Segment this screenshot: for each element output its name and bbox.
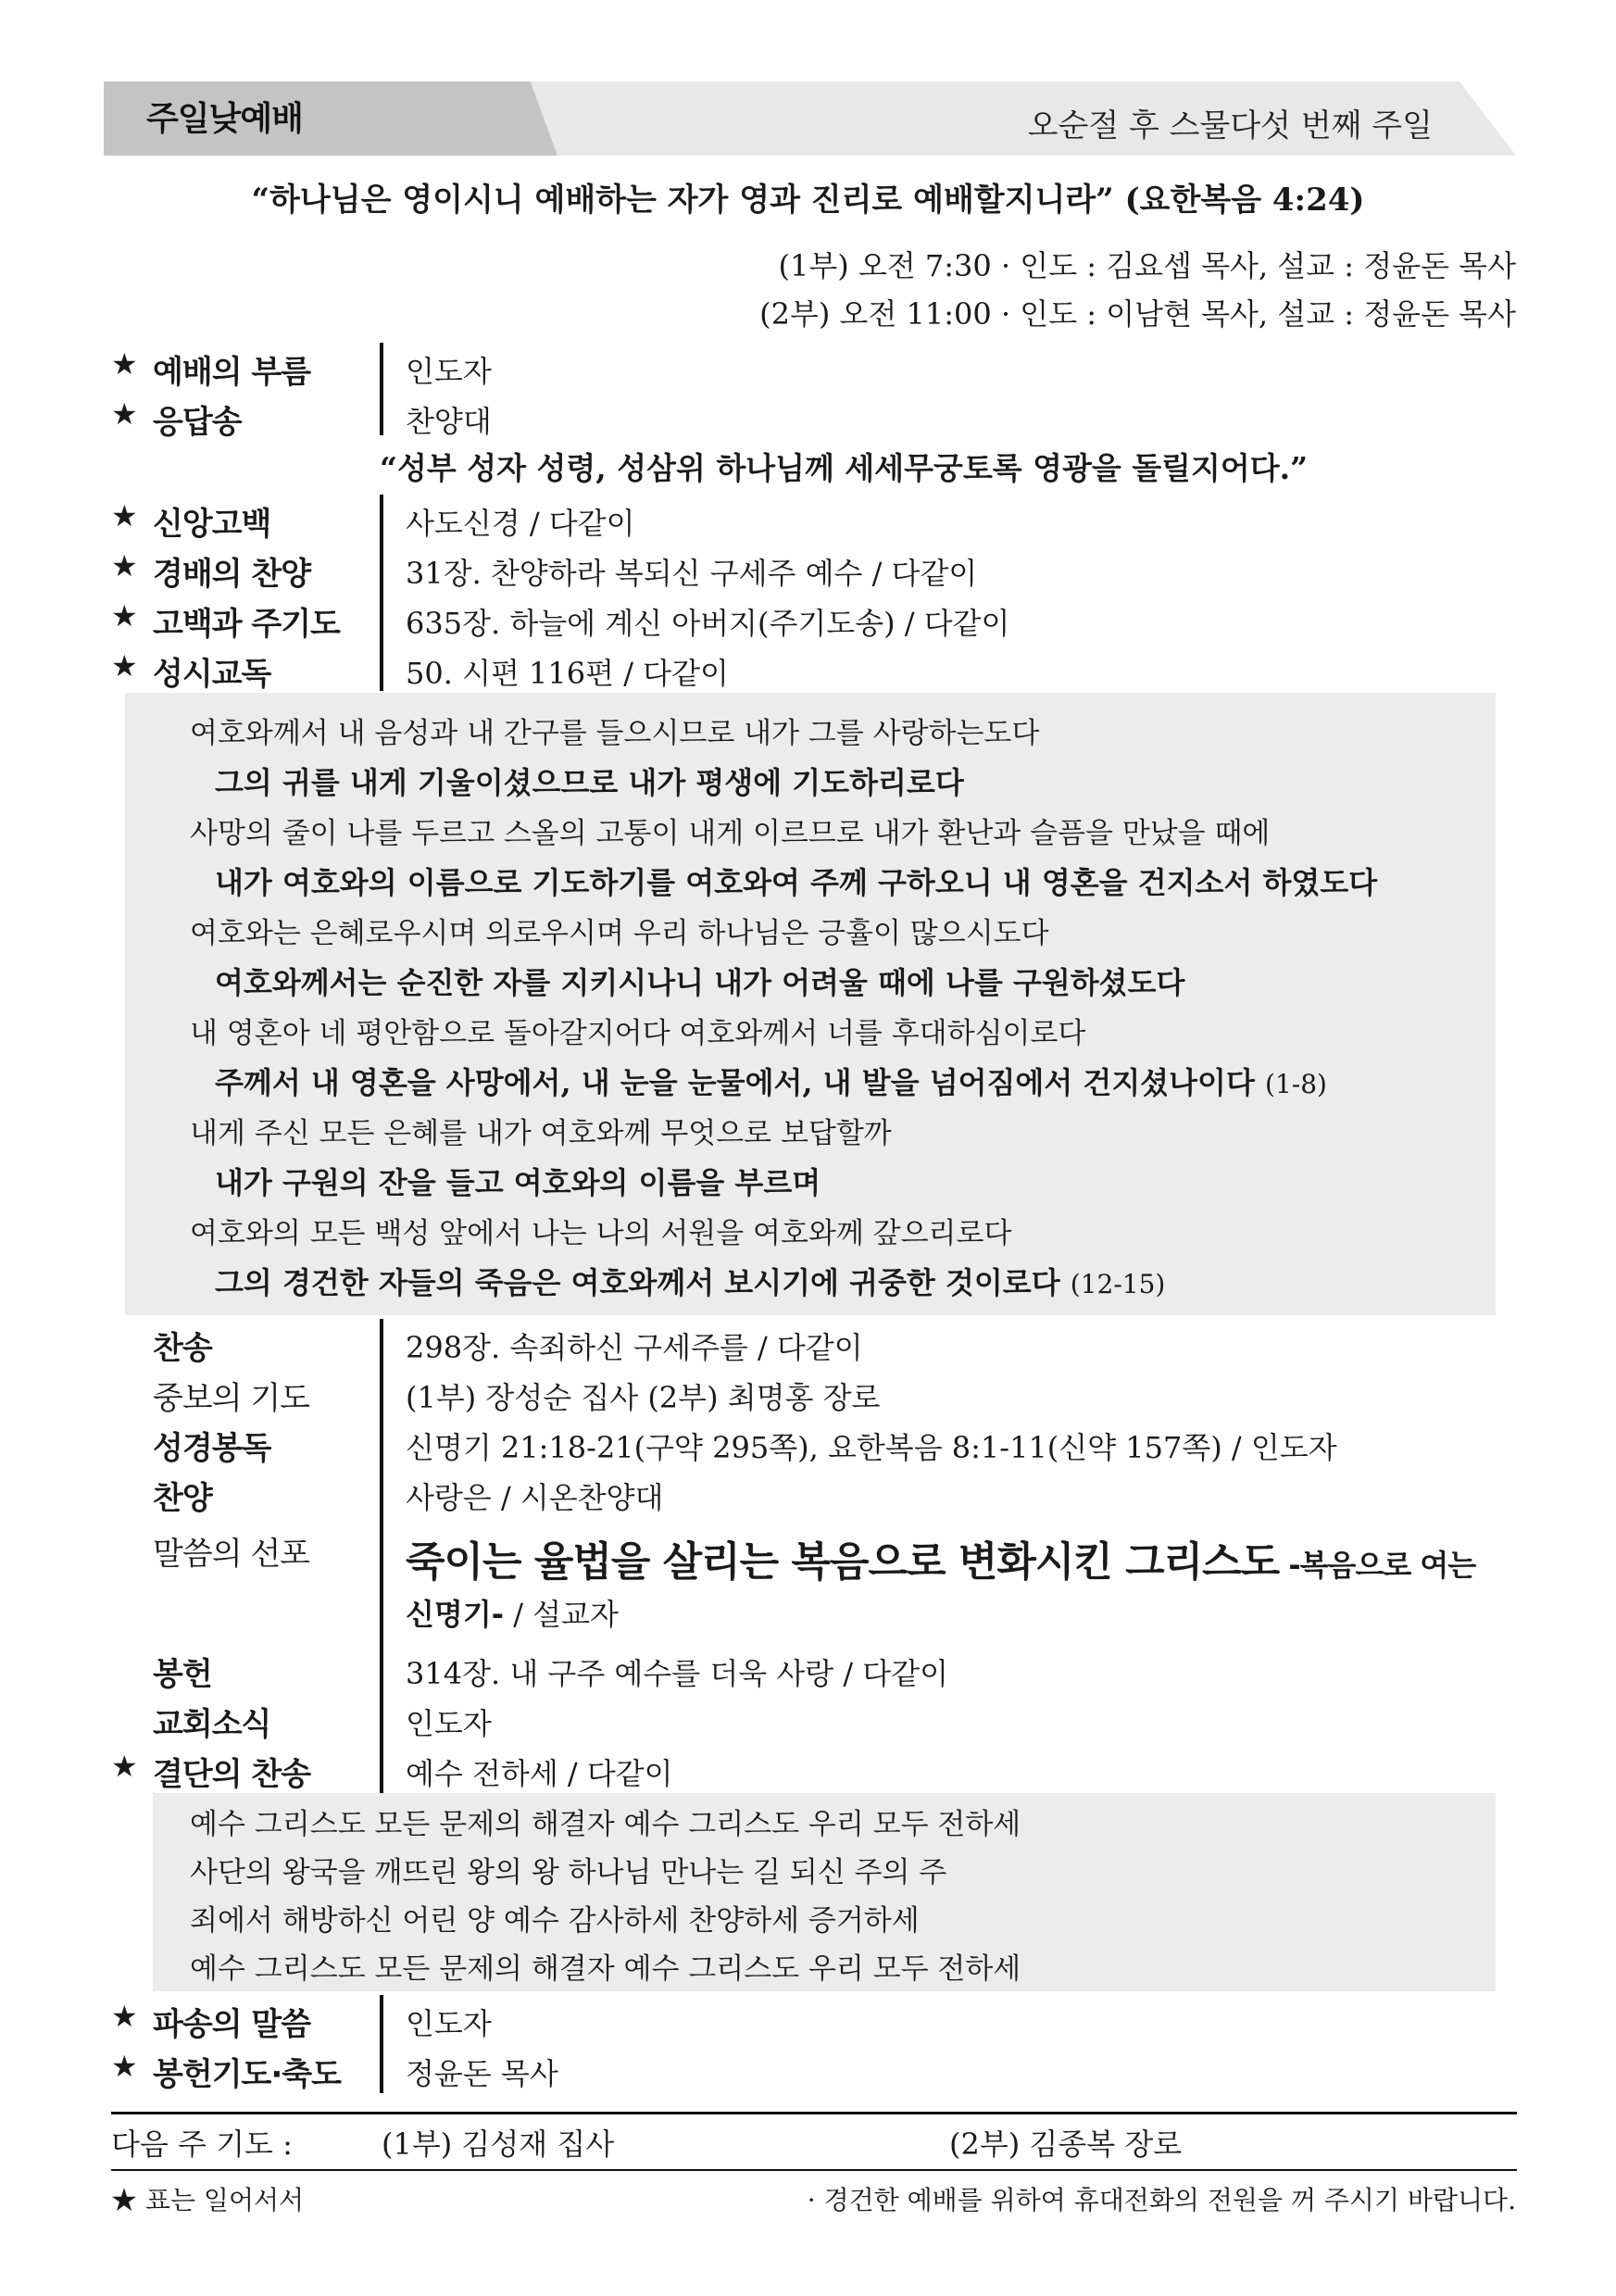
order-label: 중보의 기도 bbox=[153, 1380, 310, 1417]
sermon-subtitle-end: 신명기- bbox=[406, 1597, 505, 1632]
order-label: 고백과 주기도 bbox=[153, 606, 340, 643]
sermon-title bbox=[406, 1528, 1475, 1587]
star-icon: ★ bbox=[111, 346, 138, 382]
order-label: 응답송 bbox=[153, 404, 242, 441]
order-label: 말씀의 선포 bbox=[153, 1536, 310, 1573]
psalm-line: 여호와께서 내 음성과 내 간구를 들으시므로 내가 그를 사랑하는도다 bbox=[190, 717, 1040, 750]
next-week-prayer-1: (1부) 김성재 집사 bbox=[382, 2127, 615, 2162]
hymn-line: 죄에서 해방하신 어린 양 예수 감사하세 찬양하세 증거하세 bbox=[190, 1904, 920, 1938]
sermon-preacher: / 설교자 bbox=[504, 1597, 619, 1632]
psalm-line: 사망의 줄이 나를 두르고 스올의 고통이 내게 이르므로 내가 환난과 슬픔을 만났을 때에 bbox=[190, 817, 1271, 850]
psalm-line: 그의 귀를 내게 기울이셨으므로 내가 평생에 기도하리로다 bbox=[215, 765, 964, 800]
hymn-line: 예수 그리스도 모든 문제의 해결자 예수 그리스도 우리 모두 전하세 bbox=[190, 1952, 1021, 1986]
psalm-ref: (12-15) bbox=[1070, 1269, 1166, 1299]
psalm-line: 내가 구원의 잔을 들고 여호와의 이름을 부르며 bbox=[215, 1165, 821, 1200]
order-row bbox=[0, 393, 1616, 443]
stand-note: ★ 표는 일어서서 bbox=[111, 2185, 305, 2215]
star-icon: ★ bbox=[111, 1999, 138, 2034]
psalm-line: 여호와는 은혜로우시며 의로우시며 우리 하나님은 긍휼이 많으시도다 bbox=[190, 917, 1049, 950]
sermon-title-text: 죽이는 율법을 살리는 복음으로 변화시킨 그리스도 bbox=[406, 1538, 1280, 1586]
order-value: 찬양대 bbox=[406, 404, 492, 439]
order-row bbox=[0, 645, 1616, 695]
star-icon: ★ bbox=[111, 2049, 138, 2084]
service-time-2: (2부) 오전 11:00 · 인도 : 이남현 목사, 설교 : 정윤돈 목사 bbox=[759, 296, 1516, 332]
order-row bbox=[0, 1369, 1616, 1419]
order-value: 635장. 하늘에 계신 아버지(주기도송) / 다같이 bbox=[406, 606, 1010, 641]
sermon-line-2 bbox=[406, 1591, 619, 1634]
order-row bbox=[0, 495, 1616, 545]
order-row bbox=[0, 2045, 1616, 2095]
order-row bbox=[0, 343, 1616, 393]
order-value: (1부) 장성순 집사 (2부) 최명홍 장로 bbox=[406, 1380, 881, 1415]
order-label: 경배의 찬양 bbox=[153, 556, 311, 593]
order-value: 인도자 bbox=[406, 354, 492, 389]
order-value: 신명기 21:18-21(구약 295쪽), 요한복음 8:1-11(신약 157쪽) / 인도자 bbox=[406, 1430, 1337, 1465]
order-label: 봉헌기도·축도 bbox=[153, 2056, 341, 2093]
service-time-1: (1부) 오전 7:30 · 인도 : 김요셉 목사, 설교 : 정윤돈 목사 bbox=[778, 248, 1516, 283]
order-value: 사랑은 / 시온찬양대 bbox=[406, 1480, 664, 1515]
order-value: 예수 전하세 / 다같이 bbox=[406, 1756, 673, 1791]
order-value: 298장. 속죄하신 구세주를 / 다같이 bbox=[406, 1330, 863, 1365]
page-subtitle: 오순절 후 스물다섯 번째 주일 bbox=[1027, 107, 1433, 144]
psalm-line bbox=[215, 1260, 1165, 1302]
sermon-subtitle: -복음으로 여는 bbox=[1279, 1548, 1476, 1583]
order-value: 정윤돈 목사 bbox=[406, 2056, 558, 2091]
order-value: 50. 시편 116편 / 다같이 bbox=[406, 656, 729, 691]
hymn-line: 예수 그리스도 모든 문제의 해결자 예수 그리스도 우리 모두 전하세 bbox=[190, 1808, 1021, 1841]
order-row bbox=[0, 1695, 1616, 1745]
page-title: 주일낮예배 bbox=[146, 100, 303, 138]
hymn-line: 사단의 왕국을 깨뜨린 왕의 왕 하나님 만나는 길 되신 주의 주 bbox=[190, 1856, 947, 1889]
order-row bbox=[0, 1745, 1616, 1795]
order-value: 사도신경 / 다같이 bbox=[406, 506, 635, 541]
psalm-line-text: 주께서 내 영혼을 사망에서, 내 눈을 눈물에서, 내 발을 넘어짐에서 건지셨나이다 bbox=[215, 1065, 1255, 1100]
footer-rule-bottom bbox=[111, 2169, 1517, 2171]
order-label: 예배의 부름 bbox=[153, 354, 311, 391]
star-icon: ★ bbox=[111, 548, 138, 583]
star-icon: ★ bbox=[111, 396, 138, 432]
psalm-line: 내게 주신 모든 은혜를 내가 여호와께 무엇으로 보답할까 bbox=[190, 1117, 892, 1150]
psalm-ref: (1-8) bbox=[1265, 1069, 1327, 1099]
order-row bbox=[0, 1419, 1616, 1469]
order-label: 파송의 말씀 bbox=[153, 2006, 311, 2043]
order-value: 인도자 bbox=[406, 2006, 492, 2041]
order-row bbox=[0, 1645, 1616, 1695]
phone-note: · 경건한 예배를 위하여 휴대전화의 전원을 꺼 주시기 바랍니다. bbox=[807, 2185, 1516, 2215]
psalm-line: 여호와께서는 순진한 자를 지키시나니 내가 어려울 때에 나를 구원하셨도다 bbox=[215, 965, 1185, 1000]
order-value: 314장. 내 구주 예수를 더욱 사랑 / 다같이 bbox=[406, 1656, 949, 1691]
psalm-line bbox=[215, 1060, 1327, 1102]
psalm-line-text: 그의 경건한 자들의 죽음은 여호와께서 보시기에 귀중한 것이로다 bbox=[215, 1265, 1060, 1300]
order-row bbox=[0, 1319, 1616, 1369]
order-label: 성경봉독 bbox=[153, 1430, 271, 1467]
response-quote: “성부 성자 성령, 성삼위 하나님께 세세무궁토록 영광을 돌릴지어다.” bbox=[380, 450, 1309, 486]
order-value: 31장. 찬양하라 복되신 구세주 예수 / 다같이 bbox=[406, 556, 978, 591]
order-label: 교회소식 bbox=[153, 1706, 271, 1743]
order-row bbox=[0, 1469, 1616, 1519]
order-label: 결단의 찬송 bbox=[153, 1756, 311, 1793]
star-icon: ★ bbox=[111, 648, 138, 684]
psalm-line: 내 영혼아 네 평안함으로 돌아갈지어다 여호와께서 너를 후대하심이로다 bbox=[190, 1017, 1086, 1050]
psalm-line: 여호와의 모든 백성 앞에서 나는 나의 서원을 여호와께 갚으리로다 bbox=[190, 1217, 1012, 1250]
psalm-line: 내가 여호와의 이름으로 기도하기를 여호와여 주께 구하오니 내 영혼을 건지소서 하였도다 bbox=[215, 865, 1378, 900]
order-label: 성시교독 bbox=[153, 656, 271, 693]
star-icon: ★ bbox=[111, 498, 138, 533]
order-row bbox=[0, 1995, 1616, 2045]
order-label: 봉헌 bbox=[153, 1656, 212, 1693]
star-icon: ★ bbox=[111, 598, 138, 634]
theme-verse: “하나님은 영이시니 예배하는 자가 영과 진리로 예배할지니라” (요한복음 4:24) bbox=[251, 182, 1365, 219]
star-icon: ★ bbox=[111, 1749, 138, 1784]
order-label: 찬송 bbox=[153, 1330, 212, 1367]
footer-rule-top bbox=[111, 2112, 1517, 2114]
order-label: 신앙고백 bbox=[153, 506, 271, 543]
next-week-label: 다음 주 기도 : bbox=[111, 2127, 293, 2162]
order-value: 인도자 bbox=[406, 1706, 492, 1741]
order-row bbox=[0, 595, 1616, 645]
order-label: 찬양 bbox=[153, 1480, 212, 1517]
next-week-prayer-2: (2부) 김종복 장로 bbox=[949, 2127, 1183, 2162]
order-row bbox=[0, 545, 1616, 595]
